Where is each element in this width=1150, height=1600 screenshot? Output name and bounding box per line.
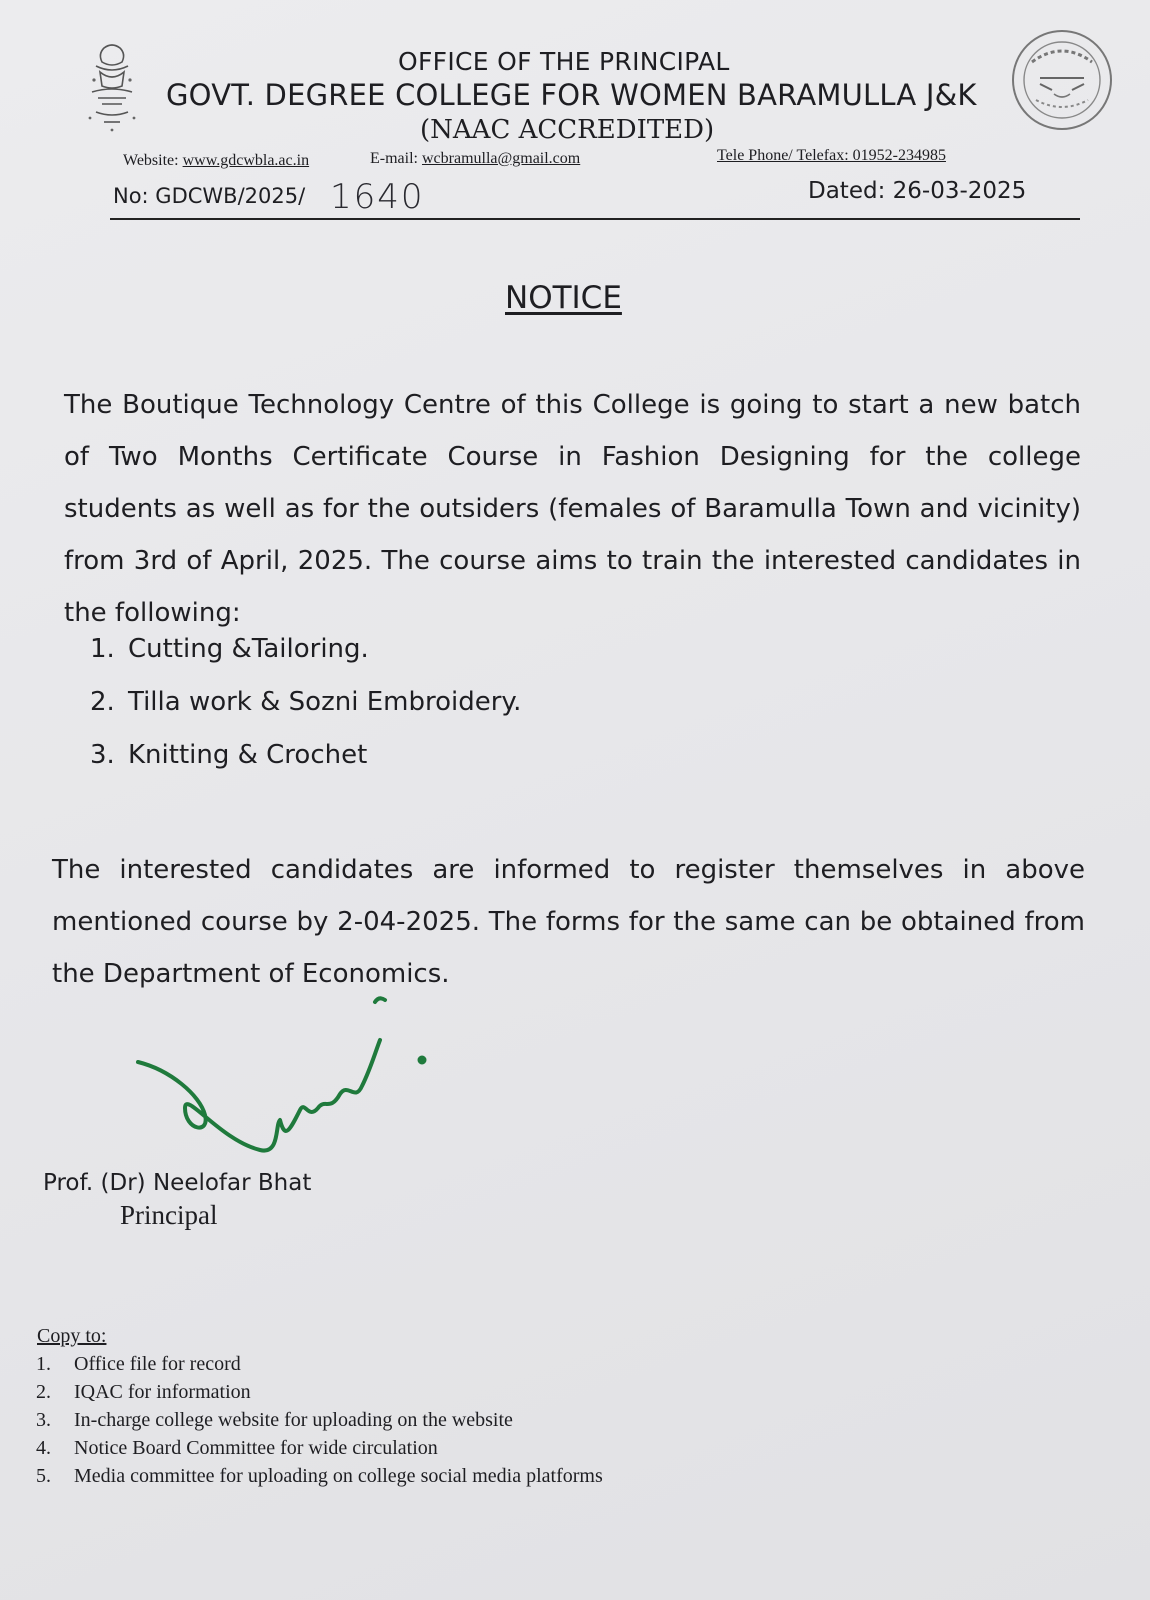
list-number: 4. (36, 1437, 51, 1459)
list-text: Media committee for uploading on college social media platforms (74, 1465, 603, 1487)
date-line: Dated: 26-03-2025 (808, 178, 1027, 204)
email-label: E-mail: (370, 150, 418, 167)
list-item (90, 634, 521, 687)
list-text: Cutting &Tailoring. (128, 634, 369, 664)
list-item (90, 687, 521, 740)
handwritten-signature (130, 990, 450, 1190)
college-seal-icon (1010, 28, 1114, 132)
accreditation-label: (NAAC ACCREDITED) (420, 115, 715, 145)
list-text: Knitting & Crochet (128, 740, 368, 770)
office-heading: OFFICE OF THE PRINCIPAL (398, 47, 730, 76)
list-item (36, 1381, 603, 1409)
copy-to-list (36, 1353, 603, 1493)
list-number: 2. (36, 1381, 51, 1403)
state-emblem-icon (82, 40, 142, 135)
reference-number (113, 184, 305, 208)
reference-prefix: No: GDCWB/2025/ (113, 184, 306, 208)
email-line (370, 150, 580, 168)
list-number: 5. (36, 1465, 51, 1487)
list-number: 3. (36, 1409, 51, 1431)
phone-line: Tele Phone/ Telefax: 01952-234985 (717, 147, 946, 164)
list-text: Notice Board Committee for wide circulation (74, 1437, 438, 1459)
list-item (36, 1353, 603, 1381)
list-text: In-charge college website for uploading on the website (74, 1409, 513, 1431)
list-text: Office file for record (74, 1353, 241, 1375)
course-list (90, 634, 521, 793)
list-item (36, 1409, 603, 1437)
college-name: GOVT. DEGREE COLLEGE FOR WOMEN BARAMULLA J&K (166, 78, 977, 112)
copy-to-heading: Copy to: (37, 1325, 107, 1347)
reference-handwritten-number: 1640 (330, 177, 425, 217)
list-text: Tilla work & Sozni Embroidery. (128, 687, 522, 717)
notice-title: NOTICE (505, 280, 622, 316)
website-line (123, 152, 309, 170)
list-text: IQAC for information (74, 1381, 251, 1403)
email-link[interactable]: wcbramulla@gmail.com (421, 150, 581, 167)
list-item (36, 1465, 603, 1493)
signatory-name: Prof. (Dr) Neelofar Bhat (43, 1170, 312, 1196)
header-divider (110, 218, 1080, 220)
notice-paragraph-1: The Boutique Technology Centre of this College is going to start a new batch of Two Months Certificate Course in Fashion Designing for the college students as well as for the outsiders (females of Baramulla Town and vicinity) from 3rd of April, 2025. The course aims to train the interested candidates in the following: (64, 390, 1081, 628)
list-number: 3. (90, 740, 115, 770)
website-link[interactable]: www.gdcwbla.ac.in (182, 152, 310, 169)
signatory-designation: Principal (120, 1200, 218, 1230)
list-number: 1. (36, 1353, 51, 1375)
list-item (90, 740, 521, 793)
notice-paragraph-2: The interested candidates are informed to register themselves in above mentioned course by 2-04-2025. The forms for the same can be obtained from the Department of Economics. (52, 855, 1085, 989)
website-label: Website: (123, 152, 179, 169)
list-number: 2. (90, 687, 115, 717)
list-item (36, 1437, 603, 1465)
list-number: 1. (90, 634, 115, 664)
